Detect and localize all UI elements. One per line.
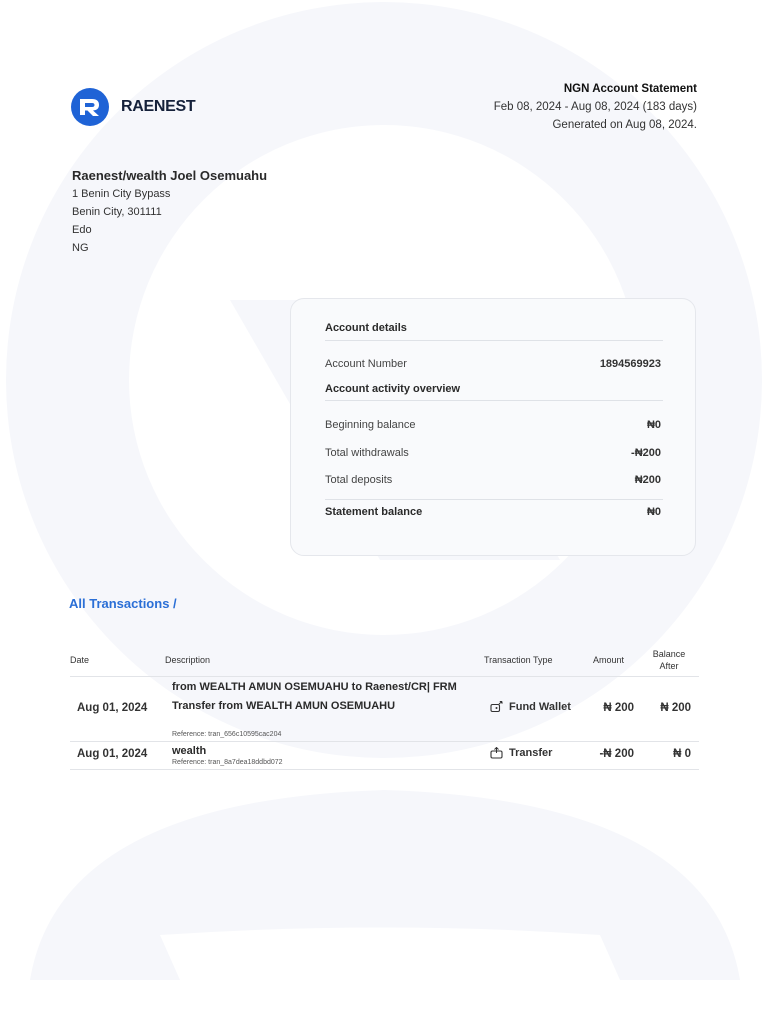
statement-generated: Generated on Aug 08, 2024. [552, 119, 697, 131]
raenest-logo-icon [70, 88, 110, 126]
account-number-value: 1894569923 [599, 358, 661, 370]
divider [325, 340, 663, 341]
account-holder-address [72, 167, 267, 257]
beginning-balance-row [325, 419, 661, 431]
divider [325, 400, 663, 401]
total-deposits-row [325, 474, 661, 486]
total-withdrawals-row [325, 447, 661, 459]
total-deposits-value: ₦200 [634, 474, 661, 486]
beginning-balance-value: ₦0 [646, 419, 661, 431]
row-date: Aug 01, 2024 [77, 702, 148, 714]
row-reference: Reference: tran_8a7dea18ddbd072 [172, 759, 283, 766]
statement-balance-row [325, 506, 661, 518]
row-reference: Reference: tran_656c10595cac204 [172, 731, 282, 738]
account-number-label: Account Number [325, 358, 407, 370]
header-description: Description [165, 655, 211, 665]
row-amount: -₦ 200 [599, 748, 634, 760]
beginning-balance-label: Beginning balance [325, 419, 416, 431]
address-line1: 1 Benin City Bypass [72, 188, 171, 200]
row-transaction-type [490, 747, 552, 759]
header-amount: Amount [593, 655, 625, 665]
total-deposits-label: Total deposits [325, 474, 393, 486]
divider [325, 499, 663, 500]
brand-name: RAENEST [121, 98, 196, 115]
row-transaction-type [490, 701, 571, 713]
holder-name: Raenest/wealth Joel Osemuahu [72, 168, 268, 183]
header-divider [70, 676, 699, 677]
row-amount: ₦ 200 [603, 702, 634, 714]
address-line2: Benin City, 301111 [72, 206, 162, 218]
row-balance-after: ₦ 200 [660, 702, 691, 714]
row-description: wealth [172, 745, 207, 757]
statement-title: NGN Account Statement [563, 83, 697, 95]
total-withdrawals-label: Total withdrawals [325, 447, 409, 459]
header-balance-after [644, 648, 694, 672]
statement-balance-label: Statement balance [325, 506, 423, 518]
brand-logo [70, 88, 195, 126]
row-date: Aug 01, 2024 [77, 748, 148, 760]
header-balance-line1: Balance [652, 649, 686, 659]
activity-overview-title: Account activity overview [325, 383, 461, 395]
row-divider [70, 769, 699, 770]
header-date: Date [70, 655, 90, 665]
header-transaction-type: Transaction Type [484, 655, 553, 665]
row-description: from WEALTH AMUN OSEMUAHU to Raenest/CR| FRM Transfer from WEALTH AMUN OSEMUAHU [172, 681, 457, 712]
address-state: Edo [72, 224, 92, 236]
fund-wallet-icon [490, 701, 503, 713]
row-type-label: Fund Wallet [509, 701, 571, 713]
statement-header [494, 80, 697, 134]
row-balance-after: ₦ 0 [673, 748, 691, 760]
account-number-row [325, 358, 661, 370]
account-summary-card [290, 298, 696, 556]
statement-balance-value: ₦0 [646, 506, 661, 518]
transfer-icon [490, 747, 503, 759]
header-balance-line2: After [659, 661, 679, 671]
statement-period: Feb 08, 2024 - Aug 08, 2024 (183 days) [493, 101, 697, 113]
total-withdrawals-value: -₦200 [631, 447, 661, 459]
address-country: NG [72, 242, 89, 254]
row-type-label: Transfer [509, 747, 553, 759]
all-transactions-title: All Transactions / [69, 596, 177, 611]
account-details-title: Account details [325, 322, 407, 334]
